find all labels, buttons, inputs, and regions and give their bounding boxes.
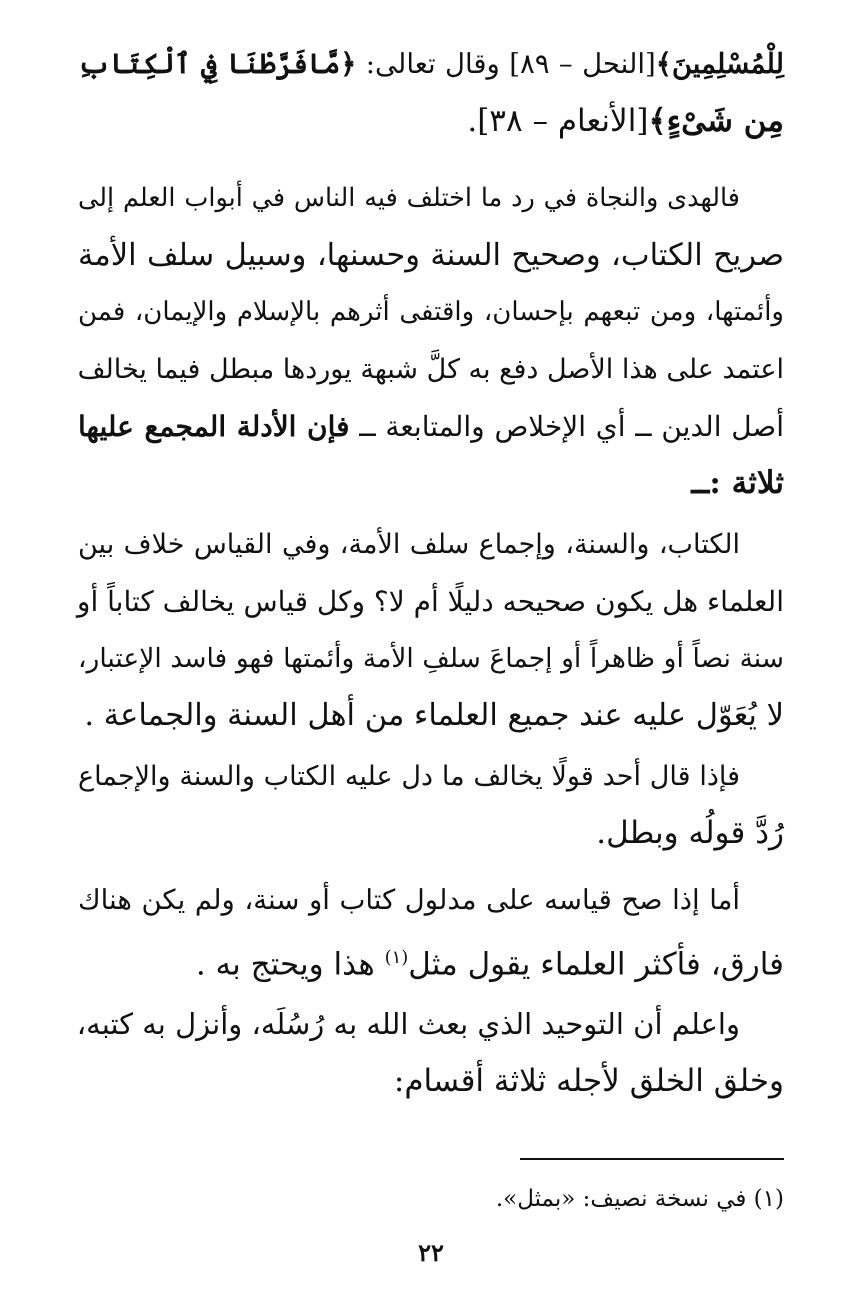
text-segment: فارق، فأكثر العلماء يقول مثل	[408, 946, 784, 983]
citation-text: [الأنعام – ٣٨].	[467, 103, 649, 139]
text-line: لا يُعَوّل عليه عند جميع العلماء من أهل السنة والجماعة .	[84, 698, 784, 733]
footnote: (١) في نسخة نصيف: «بمثل».	[495, 1186, 784, 1212]
text-line: وخلق الخلق لأجله ثلاثة أقسام:	[393, 1063, 784, 1099]
text-line: صريح الكتاب، وصحيح السنة وحسنها، وسبيل سلف الأمة	[78, 238, 784, 273]
text-line	[78, 93, 784, 150]
text-line	[78, 36, 784, 93]
text-segment: أصل الدين ــ أي الإخلاص والمتابعة ــ	[349, 410, 784, 443]
analogy-paragraph	[78, 872, 784, 993]
text-segment: هذا ويحتج به .	[195, 946, 385, 983]
text-line: ثلاثة :ــ	[691, 465, 784, 501]
page-number: ٢٢	[418, 1238, 444, 1267]
text-line: العلماء هل يكون صحيحه دليلًا أم لا؟ وكل قياس يخالف كتاباً أو	[76, 585, 784, 618]
text-line	[78, 929, 784, 993]
footnote-separator	[520, 1158, 784, 1160]
footnote-marker[interactable]: (١)	[384, 947, 409, 968]
rejection-paragraph	[78, 748, 784, 862]
text-line: رُدَّ قولُه وبطل.	[596, 815, 784, 851]
quran-verse-text: ﴿مَّافَرَّطْنَا فِي ٱلْكِتَابِ	[78, 48, 357, 80]
citation-text: [النحل – ٨٩] وقال تعالى:	[356, 48, 656, 80]
text-line: فالهدى والنجاة في رد ما اختلف فيه الناس في أبواب العلم إلى	[78, 183, 740, 213]
text-line: اعتمد على هذا الأصل دفع به كلَّ شبهة يوردها مبطل فيما يخالف	[77, 354, 784, 385]
text-line: واعلم أن التوحيد الذي بعث الله به رُسُلَه، وأنزل به كتبه،	[76, 1007, 740, 1041]
text-line: الكتاب، والسنة، وإجماع سلف الأمة، وفي القياس خلاف بين	[78, 529, 740, 560]
tawhid-paragraph	[78, 996, 784, 1110]
text-line: وأئمتها، ومن تبعهم بإحسان، واقتفى أثرهم بالإسلام والإيمان، فمن	[78, 297, 784, 327]
text-line: فإذا قال أحد قولًا يخالف ما دل عليه الكتاب والسنة والإجماع	[78, 761, 740, 792]
bold-heading-text: فإن الأدلة المجمع عليها	[78, 410, 350, 443]
quran-verse-text: لِلْمُسْلِمِينَ﴾	[655, 48, 784, 80]
evidence-paragraph	[78, 516, 784, 744]
text-line: سنة نصاً أو ظاهراً أو إجماعَ سلفِ الأمة وأئمتها فهو فاسد الإعتبار،	[78, 643, 784, 674]
guidance-paragraph	[78, 170, 784, 512]
text-line	[78, 398, 784, 455]
quran-verse-text: مِن شَىْءٍ﴾	[648, 103, 784, 139]
text-line: أما إذا صح قياسه على مدلول كتاب أو سنة، ولم يكن هناك	[78, 884, 740, 916]
quran-citation-paragraph	[78, 36, 784, 150]
